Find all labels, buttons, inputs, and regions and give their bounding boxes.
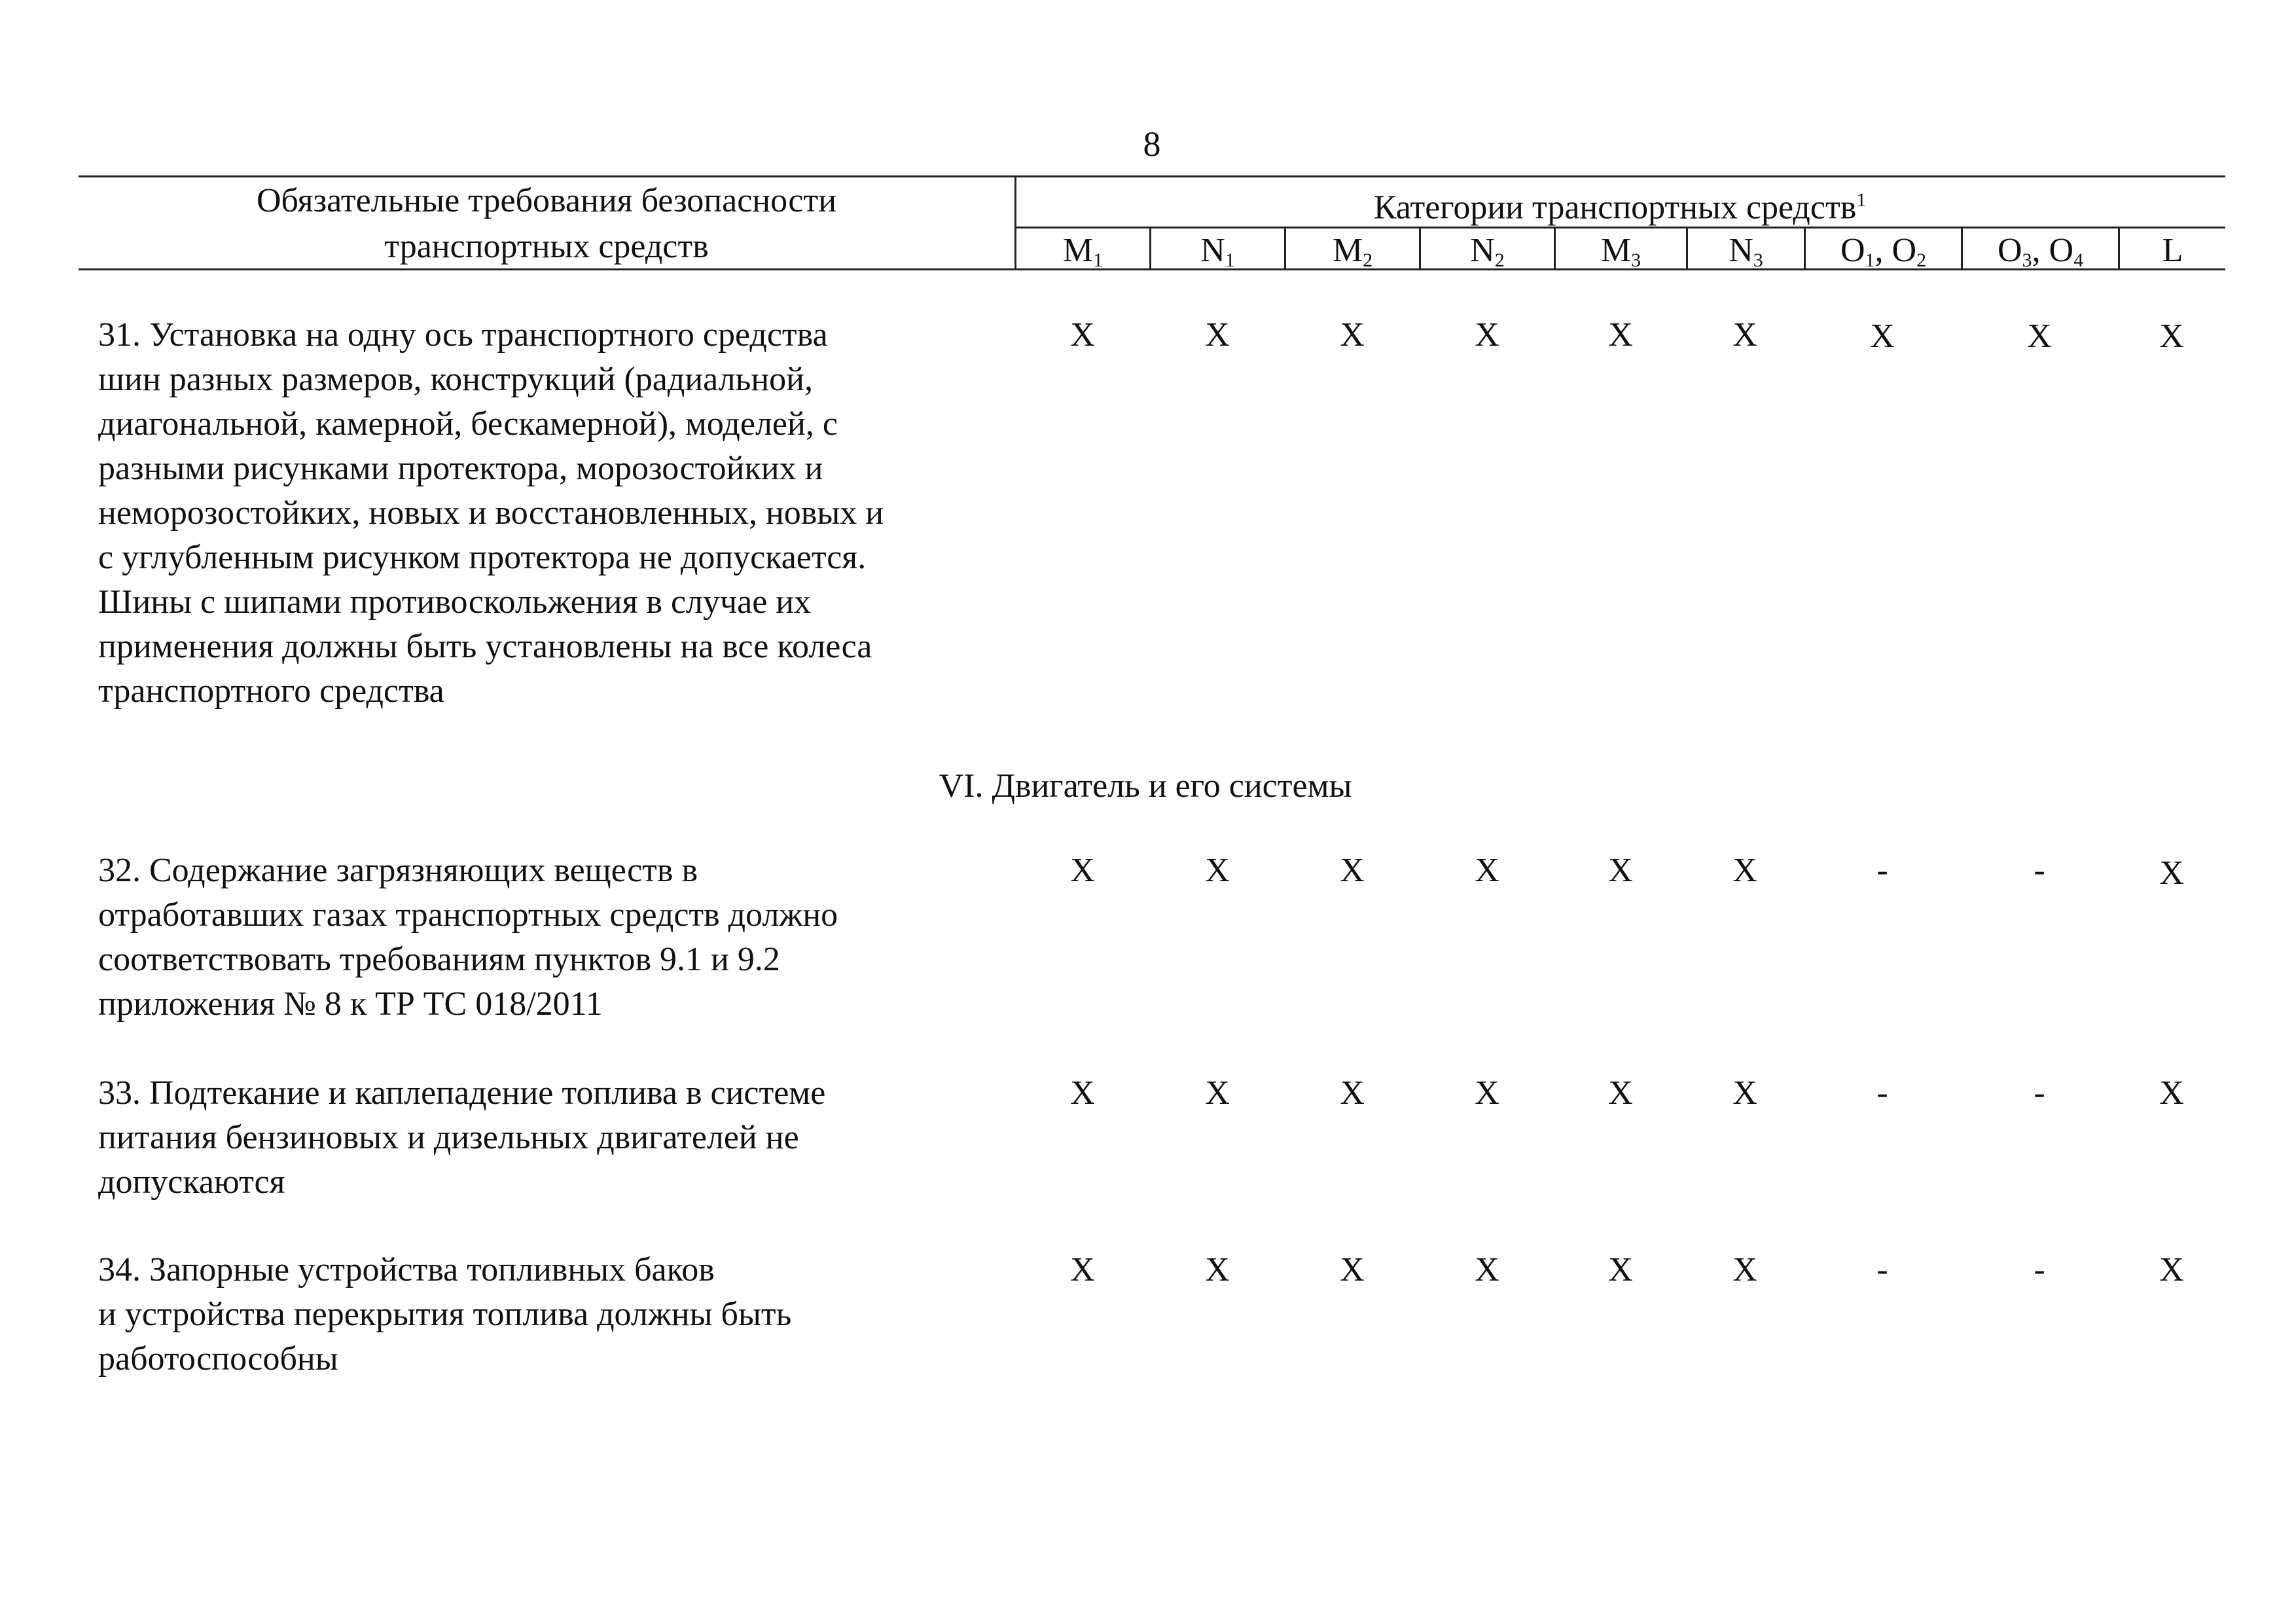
row-33-mark-n2: X xyxy=(1475,1074,1499,1112)
requirements-header-line1: Обязательные требования безопасности xyxy=(256,182,837,219)
row-31-mark-n3: X xyxy=(1732,316,1757,354)
requirement-32-text: 32. Содержание загрязняющих веществ в отработавших газах транспортных средств должно соответствовать требованиям пунктов 9.1 и 9.2 приложения № 8 к ТР ТС 018/2011 xyxy=(98,852,838,1023)
row-33-mark-m3: X xyxy=(1608,1074,1633,1112)
row-34-mark-n1: X xyxy=(1205,1251,1230,1288)
category-n2: $N_2$ xyxy=(1470,232,1505,271)
row-32-mark-o1-o2: - xyxy=(1876,852,1888,889)
row-33-mark-l: X xyxy=(2159,1074,2184,1112)
category-n1: $N_1$ xyxy=(1200,232,1235,271)
row-31-mark-n1: X xyxy=(1205,316,1230,354)
row-32-mark-n3: X xyxy=(1732,852,1757,889)
row-33-mark-n3: X xyxy=(1732,1074,1757,1112)
requirement-31-text: 31. Установка на одну ось транспортного средства шин разных размеров, конструкций (радиальной, диагональной, камерной, бескамерной), моделей, с разными рисунками протектора, морозостойких и неморозостойких, новых и восстановленных, новых и с углубленным рисунком протектора не допускается. Шины с шипами противоскольжения в случае их применения должны быть установлены на все колеса транспортного средства xyxy=(98,316,884,710)
section-title: VI. Двигатель и его системы xyxy=(939,767,1352,805)
row-34-mark-m2: X xyxy=(1340,1251,1365,1288)
row-34-mark-o3-o4: - xyxy=(2034,1251,2045,1288)
category-n3: $N_3$ xyxy=(1729,232,1763,271)
requirement-34-text: 34. Запорные устройства топливных баков и устройства перекрытия топлива должны быть работоспособны xyxy=(98,1251,792,1377)
row-34-mark-m3: X xyxy=(1608,1251,1633,1288)
category-o3-o4: $O_3$, $O_4$ xyxy=(1997,232,2084,271)
row-34-mark-o1-o2: - xyxy=(1876,1251,1888,1288)
category-m2: $M_2$ xyxy=(1332,232,1373,271)
page-number: 8 xyxy=(1143,124,1161,164)
requirements-column-header xyxy=(79,178,1014,270)
category-m1: $M_1$ xyxy=(1062,232,1103,271)
row-31-mark-o1-o2: X xyxy=(1870,318,1895,355)
row-32-mark-n2: X xyxy=(1475,852,1499,889)
row-32-mark-m3: X xyxy=(1608,852,1633,889)
row-31-mark-o3-o4: X xyxy=(2027,318,2052,355)
row-31-mark-m1: X xyxy=(1070,316,1095,354)
requirement-33-text: 33. Подтекание и каплепадение топлива в системе питания бензиновых и дизельных двигателей не допускаются xyxy=(98,1074,826,1201)
row-32-mark-n1: X xyxy=(1205,852,1230,889)
row-33-mark-n1: X xyxy=(1205,1074,1230,1112)
row-31-mark-l: X xyxy=(2159,318,2184,355)
row-34-mark-n3: X xyxy=(1732,1251,1757,1288)
row-31-mark-m2: X xyxy=(1340,316,1365,354)
row-33-mark-o1-o2: - xyxy=(1876,1074,1888,1112)
row-32-mark-m2: X xyxy=(1340,852,1365,889)
row-34-mark-l: X xyxy=(2159,1251,2184,1288)
row-31-mark-m3: X xyxy=(1608,316,1633,354)
categories-column-header xyxy=(1014,178,2225,230)
categories-footnote: 1 xyxy=(1856,189,1867,211)
row-32-mark-m1: X xyxy=(1070,852,1095,889)
row-34-mark-n2: X xyxy=(1475,1251,1499,1288)
category-l: L xyxy=(2162,232,2183,269)
row-33-mark-m1: X xyxy=(1070,1074,1095,1112)
row-33-mark-o3-o4: - xyxy=(2034,1074,2045,1112)
category-m3: $M_3$ xyxy=(1600,232,1641,271)
row-32-mark-l: X xyxy=(2159,854,2184,892)
row-31-mark-n2: X xyxy=(1475,316,1499,354)
categories-title: Категории транспортных средств xyxy=(1373,189,1857,227)
requirements-header-line2: транспортных средств xyxy=(384,228,709,265)
row-33-mark-m2: X xyxy=(1340,1074,1365,1112)
row-34-mark-m1: X xyxy=(1070,1251,1095,1288)
header-top-rule xyxy=(79,175,2225,177)
row-32-mark-o3-o4: - xyxy=(2034,852,2045,889)
category-o1-o2: $O_1$, $O_2$ xyxy=(1840,232,1927,271)
